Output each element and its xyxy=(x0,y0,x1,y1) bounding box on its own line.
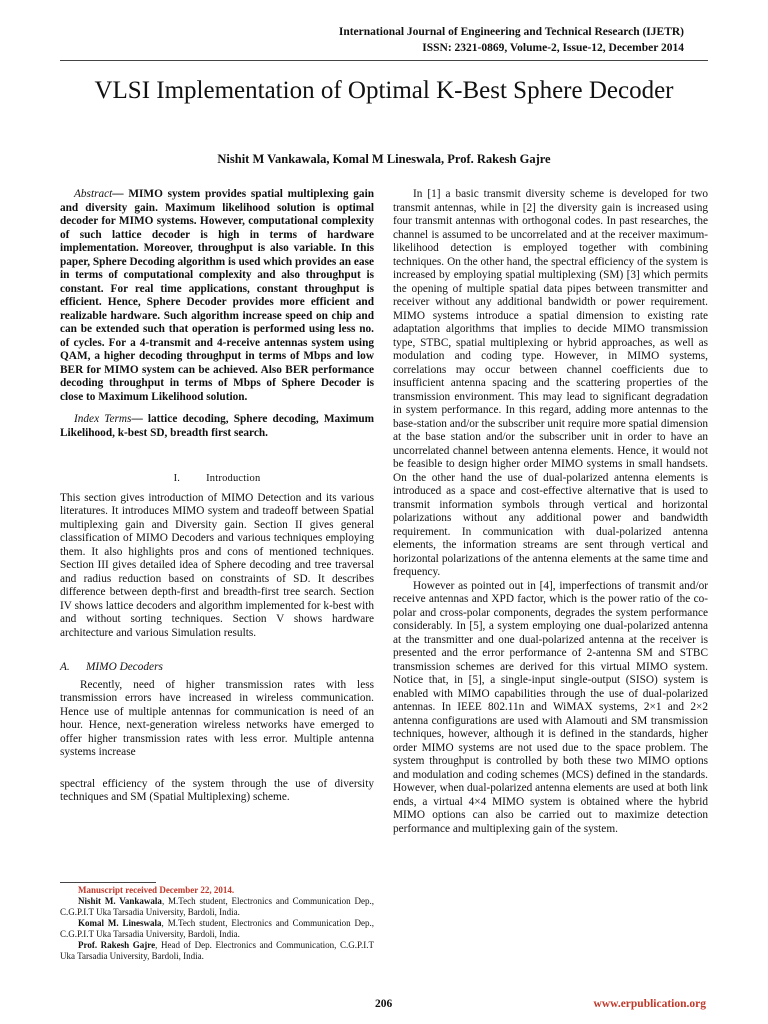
right-column xyxy=(393,188,708,836)
footnote-author-1-affil: , M.Tech student, Electronics and Communication Dep., C.G.P.I.T Uka Tarsadia University, Bardoli, India. xyxy=(60,896,374,917)
footnote-author-1-name: Nishit M. Vankawala xyxy=(78,896,162,906)
mimo-decoders-paragraph-1: Recently, need of higher transmission rates with less transmission errors have increased in wireless communication. Hence use of multiple antennas for communication is need of an hour. Hence, next-generation wireless networks have emerged to offer higher transmission rates with less error. Multiple antenna systems increase xyxy=(60,678,374,758)
index-terms-label: Index Terms xyxy=(74,413,132,425)
footnote-received: Manuscript received December 22, 2014. xyxy=(78,885,235,895)
index-terms xyxy=(60,413,374,440)
abstract xyxy=(60,188,374,404)
section-title: Introduction xyxy=(206,473,261,484)
footnote-author-3 xyxy=(60,940,374,962)
abstract-dash: — xyxy=(112,188,129,200)
footnote-author-1 xyxy=(60,896,374,918)
mimo-decoders-paragraph-2: spectral efficiency of the system through the use of diversity techniques and SM (Spatial Multiplexing) scheme. xyxy=(60,777,374,803)
section-heading-introduction xyxy=(60,472,374,486)
footnote-author-2 xyxy=(60,918,374,940)
journal-name: International Journal of Engineering and Technical Research (IJETR) xyxy=(338,26,684,38)
footnote-author-3-name: Prof. Rakesh Gajre xyxy=(78,940,156,950)
footnote-divider xyxy=(60,882,156,883)
page-number: 206 xyxy=(375,998,393,1010)
subsection-heading-mimo-decoders xyxy=(60,661,374,675)
footnote-author-2-affil: , M.Tech student, Electronics and Communication Dep., C.G.P.I.T Uka Tarsadia University, Bardoli, India. xyxy=(60,918,375,939)
paper-title: VLSI Implementation of Optimal K-Best Sphere Decoder xyxy=(94,77,674,104)
footnotes xyxy=(60,885,374,962)
abstract-label: Abstract xyxy=(74,188,113,200)
subsection-letter: A. xyxy=(60,661,70,673)
header-divider xyxy=(60,60,708,61)
left-column xyxy=(60,188,374,805)
footnote-author-2-name: Komal M. Lineswala xyxy=(78,918,162,928)
paper-authors: Nishit M Vankawala, Komal M Lineswala, Prof. Rakesh Gajre xyxy=(217,152,551,166)
abstract-text: MIMO system provides spatial multiplexing gain and diversity gain. Maximum likelihood solution is optimal decoder for MIMO systems. However, computational complexity of such lattice decoder is high in terms of hardware implementation. Moreover, throughput is also variable. In this paper, Sphere Decoding algorithm is used which provides an ease in terms of computational complexity and also throughput is constant. For real time applications, constant throughput is efficient. Hence, Sphere Decoder provides more efficient and realizable hardware. Such algorithm increase speed on chip and can be extended such that operation is performed using less no. of cycles. For a 4-transmit and 4-receive antennas system using QAM, a higher decoding throughput in terms of Mbps and low BER for MIMO system can be achieved. Also BER performance decoding throughput in terms of Mbps of Sphere Decoder is close to Maximum Likelihood solution. xyxy=(60,188,374,403)
publisher-website-link[interactable]: www.erpublication.org xyxy=(593,998,706,1010)
journal-issn: ISSN: 2321-0869, Volume-2, Issue-12, December 2014 xyxy=(422,42,684,54)
index-terms-text: lattice decoding, Sphere decoding, Maximum Likelihood, k-best SD, breadth first search. xyxy=(60,413,375,439)
introduction-paragraph: This section gives introduction of MIMO Detection and its various literatures. It introduces MIMO system and tradeoff between Spatial multiplexing gain and Diversity gain. Section II gives general classification of MIMO Decoders and various techniques employing them. It also highlights pros and cons of mentioned techniques. Section III gives detailed idea of Sphere decoding and tree traversal and radius reduction based on constraints of SD. It describes difference between depth-first and breadth-first tree search. Section IV shows lattice decoders and algorithm implemented for k-best with and without sorting techniques. Section V shows hardware architecture and various Simulation results. xyxy=(60,491,374,639)
footnote-author-3-affil: , Head of Dep. Electronics and Communication, C.G.P.I.T Uka Tarsadia University, Bardoli, India. xyxy=(60,940,374,961)
index-terms-dash: — xyxy=(131,413,148,425)
right-paragraph-1: In [1] a basic transmit diversity scheme is developed for two transmit antennas, while in [2] the diversity gain is increased using four transmit antennas with orthogonal codes. In past researches, the channel is assumed to be uncorrelated and at the receiver maximum-likelihood detection is employed together with combining techniques. On the other hand, the spectral efficiency of the system is increased by employing spatial multiplexing (SM) [3] which permits the opening of multiple spatial data pipes between transmitter and receiver without any additional bandwidth or power requirement. MIMO systems introduce a spatial dimension to existing rate adaptation algorithms that implies to decide MIMO transmission type, STBC, spatial multiplexing or hybrid approaches, as well as modulation and coding type. However, in MIMO systems, correlations may occur between channel coefficients due to insufficient antenna spacing and the scattering properties of the transmission environment. This may lead to significant degradation in system performance. In this regard, adding more antennas to the base-station and/or the subscriber unit require more spatial dimension at the base station and/or the subscriber unit in order to have an uncorrelated channel between antenna elements. Hence, it would not be feasible to design higher order MIMO systems in small handsets. On the other hand the use of dual-polarized antenna elements is introduced as a space and cost-effective alternative that is used to transmit information symbols through vertical and horizontal polarizations without any additional power and bandwidth requirement. In communication with dual-polarized antenna elements, the information streams are sent through vertical and horizontal polarizations of the antenna elements at the same time and frequency. xyxy=(393,188,708,578)
section-number: I. xyxy=(173,473,181,484)
journal-header xyxy=(339,24,684,56)
right-paragraph-2: However as pointed out in [4], imperfections of transmit and/or receive antennas and XPD factor, which is the power ratio of the co-polar and cross-polar components, degrades the system performance considerably. In [5], a system employing one dual-polarized antenna at the transmitter and one dual-polarized antenna at the receiver is presented and the error performance of 2-antenna SM and STBC transmission schemes are derived for this virtual MIMO system. Notice that, in [5], a single-input single-output (SISO) system is enabled with MIMO capabilities through the use of dual-polarized antennas. In IEEE 802.11n and WiMAX systems, 2×1 and 2×2 antenna configurations are used with Alamouti and SM transmission techniques, however, although it is defined in the standards, higher order MIMO systems are not used due to the space problem. The system throughput is controlled by both these two MIMO options and modulation and coding schemes (MCS) defined in the standards. However, when dual-polarized antenna elements are used at both link ends, a virtual 4×4 MIMO system is obtained where the hybrid MIMO options can also be carried out to maximize detection performance and multiplexing gain of the system. xyxy=(393,579,708,835)
subsection-title: MIMO Decoders xyxy=(86,661,163,673)
